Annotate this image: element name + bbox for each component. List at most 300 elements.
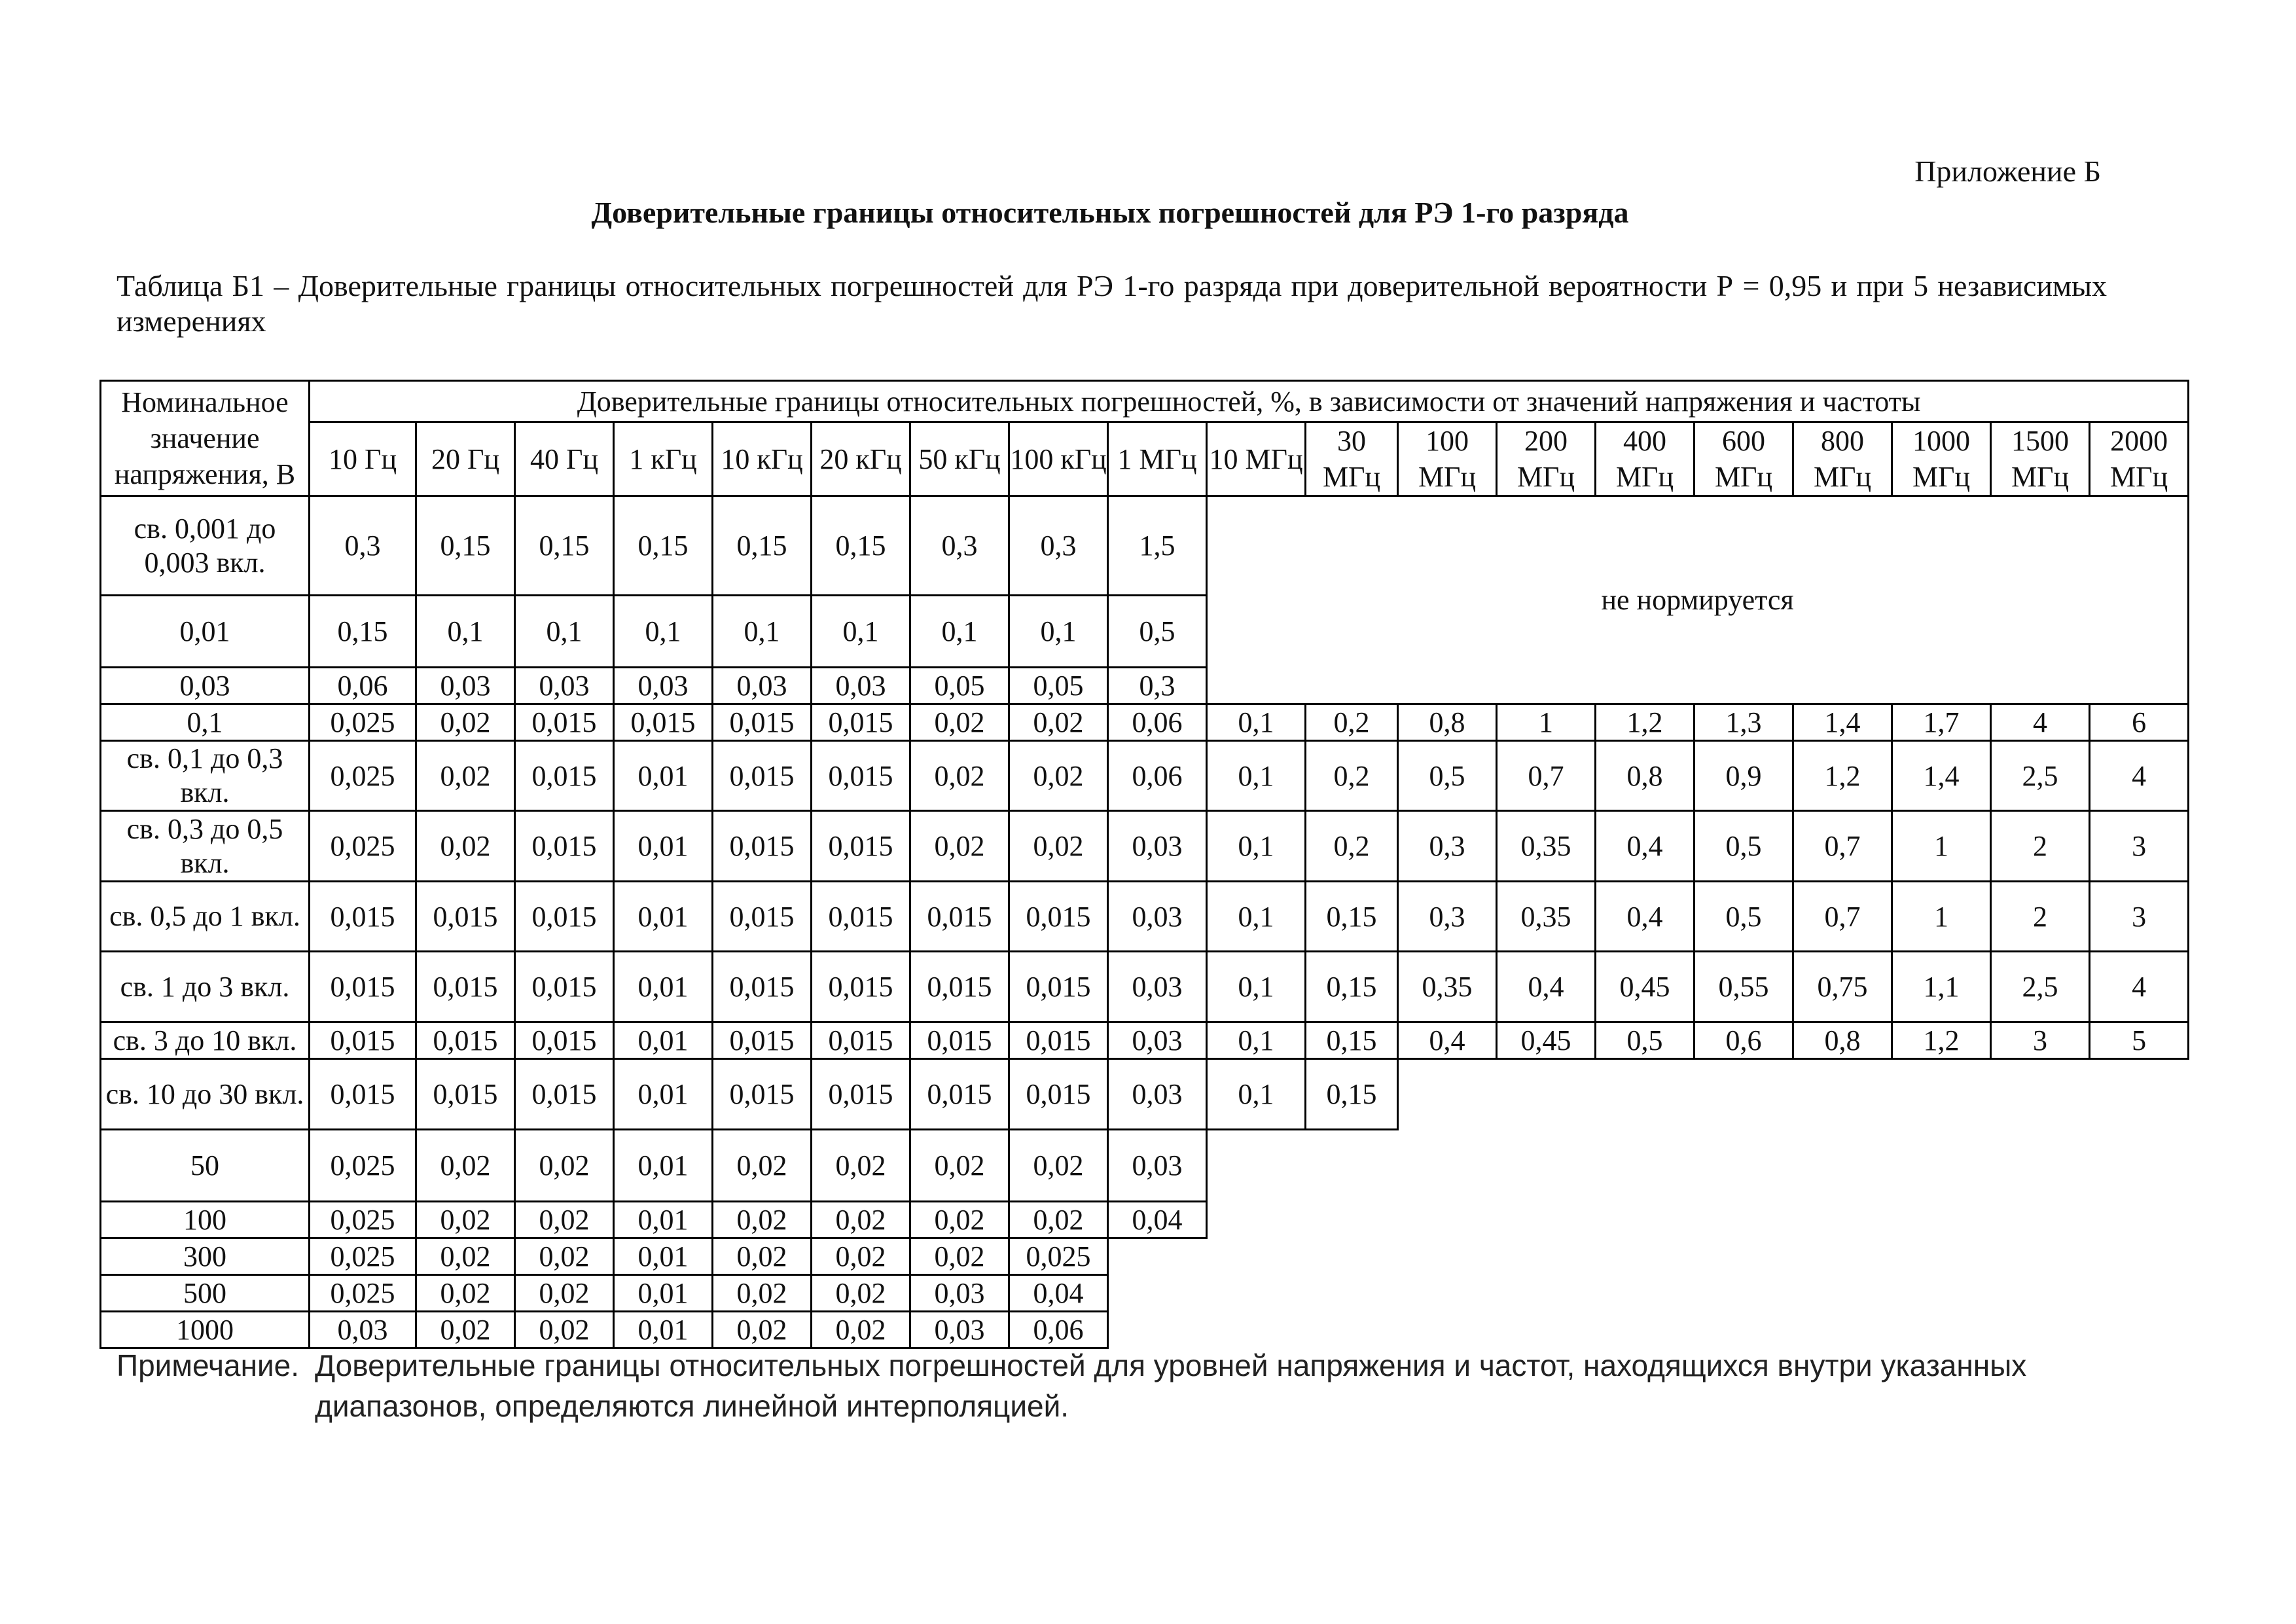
value-cell: 0,7 (1793, 882, 1892, 952)
value-cell: 0,03 (310, 1312, 416, 1348)
value-cell: 0,015 (812, 952, 910, 1022)
value-cell: 0,35 (1497, 882, 1596, 952)
value-cell: 0,015 (812, 811, 910, 882)
document-title: Доверительные границы относительных погрешностей для РЭ 1-го разряда (591, 196, 1629, 229)
frequency-header: 10 МГц (1207, 422, 1306, 496)
table-row (101, 496, 2189, 596)
value-cell: 0,02 (713, 1275, 812, 1312)
value-cell: 0,1 (1207, 1059, 1306, 1130)
value-cell: 2,5 (1991, 952, 2090, 1022)
group-header-cell: Доверительные границы относительных погрешностей, %, в зависимости от значений напряжения и частоты (310, 381, 2189, 422)
value-cell: 0,01 (614, 811, 713, 882)
value-cell: 0,1 (812, 596, 910, 668)
table-row (101, 1022, 2189, 1059)
empty-cell (1398, 1275, 1497, 1312)
empty-cell (1892, 1275, 1991, 1312)
value-cell: 0,05 (1009, 668, 1108, 704)
value-cell: 0,06 (310, 668, 416, 704)
empty-cell (1207, 1130, 1306, 1202)
value-cell: 0,02 (416, 1238, 515, 1275)
table-row (101, 1312, 2189, 1348)
empty-cell (1892, 1238, 1991, 1275)
value-cell: 0,5 (1398, 741, 1497, 811)
value-cell: 0,04 (1108, 1202, 1207, 1238)
value-cell: 0,06 (1009, 1312, 1108, 1348)
value-cell: 0,02 (1009, 1202, 1108, 1238)
value-cell: 1,4 (1892, 741, 1991, 811)
value-cell: 0,015 (910, 1059, 1009, 1130)
value-cell: 0,015 (713, 882, 812, 952)
empty-cell (1596, 1312, 1695, 1348)
empty-cell (1991, 1275, 2090, 1312)
value-cell: 0,015 (713, 952, 812, 1022)
empty-cell (1497, 1312, 1596, 1348)
empty-cell (1892, 1312, 1991, 1348)
value-cell: 5 (2090, 1022, 2189, 1059)
value-cell: 0,7 (1793, 811, 1892, 882)
value-cell: 0,04 (1009, 1275, 1108, 1312)
value-cell: 0,025 (310, 1202, 416, 1238)
empty-cell (1306, 1275, 1398, 1312)
value-cell: 0,5 (1108, 596, 1207, 668)
frequency-header: 2000 МГц (2090, 422, 2189, 496)
empty-cell (1398, 1312, 1497, 1348)
frequency-header: 20 Гц (416, 422, 515, 496)
empty-cell (2090, 1130, 2189, 1202)
empty-cell (1398, 1130, 1497, 1202)
value-cell: 0,015 (416, 1022, 515, 1059)
value-cell: 0,01 (614, 1312, 713, 1348)
empty-cell (1207, 1202, 1306, 1238)
value-cell: 0,02 (416, 704, 515, 741)
value-cell: 1 (1892, 882, 1991, 952)
value-cell: 0,9 (1695, 741, 1793, 811)
empty-cell (1793, 1059, 1892, 1130)
value-cell: 0,015 (515, 811, 614, 882)
value-cell: 0,15 (1306, 1059, 1398, 1130)
value-cell: 0,025 (310, 1275, 416, 1312)
value-cell: 0,1 (1207, 704, 1306, 741)
value-cell: 0,02 (416, 1275, 515, 1312)
value-cell: 0,03 (1108, 811, 1207, 882)
value-cell: 0,015 (515, 1022, 614, 1059)
value-cell: 0,025 (310, 704, 416, 741)
value-cell: 0,02 (416, 811, 515, 882)
frequency-header: 30 МГц (1306, 422, 1398, 496)
value-cell: 0,02 (910, 1202, 1009, 1238)
value-cell: 0,01 (614, 1022, 713, 1059)
value-cell: 0,2 (1306, 704, 1398, 741)
value-cell: 0,015 (910, 1022, 1009, 1059)
value-cell: 0,02 (515, 1275, 614, 1312)
frequency-header: 400 МГц (1596, 422, 1695, 496)
table-row (101, 1202, 2189, 1238)
value-cell: 0,01 (614, 882, 713, 952)
empty-cell (1793, 1312, 1892, 1348)
voltage-cell: 0,03 (101, 668, 310, 704)
empty-cell (1695, 1238, 1793, 1275)
empty-cell (1207, 1312, 1306, 1348)
empty-cell (1207, 1275, 1306, 1312)
value-cell: 1,2 (1793, 741, 1892, 811)
value-cell: 0,015 (515, 741, 614, 811)
value-cell: 0,02 (910, 811, 1009, 882)
value-cell: 0,15 (713, 496, 812, 596)
value-cell: 0,45 (1497, 1022, 1596, 1059)
value-cell: 0,1 (614, 596, 713, 668)
value-cell: 0,55 (1695, 952, 1793, 1022)
voltage-cell: св. 0,001 до 0,003 вкл. (101, 496, 310, 596)
value-cell: 0,02 (416, 1312, 515, 1348)
value-cell: 0,15 (310, 596, 416, 668)
value-cell: 1,1 (1892, 952, 1991, 1022)
table-row (101, 1275, 2189, 1312)
value-cell: 1,3 (1695, 704, 1793, 741)
frequency-header: 100 кГц (1009, 422, 1108, 496)
empty-cell (1695, 1059, 1793, 1130)
voltage-cell: 50 (101, 1130, 310, 1202)
empty-cell (2090, 1275, 2189, 1312)
value-cell: 0,01 (614, 1275, 713, 1312)
value-cell: 0,015 (515, 1059, 614, 1130)
value-cell: 0,015 (614, 704, 713, 741)
value-cell: 0,3 (1108, 668, 1207, 704)
empty-cell (1398, 1238, 1497, 1275)
value-cell: 0,015 (1009, 882, 1108, 952)
value-cell: 0,8 (1398, 704, 1497, 741)
value-cell: 0,35 (1497, 811, 1596, 882)
value-cell: 3 (1991, 1022, 2090, 1059)
voltage-cell: 100 (101, 1202, 310, 1238)
value-cell: 0,1 (1207, 882, 1306, 952)
value-cell: 0,15 (1306, 1022, 1398, 1059)
value-cell: 0,4 (1497, 952, 1596, 1022)
value-cell: 0,1 (416, 596, 515, 668)
value-cell: 0,015 (812, 882, 910, 952)
empty-cell (1398, 1059, 1497, 1130)
empty-cell (1108, 1312, 1207, 1348)
value-cell: 0,05 (910, 668, 1009, 704)
value-cell: 0,5 (1695, 882, 1793, 952)
value-cell: 0,35 (1398, 952, 1497, 1022)
value-cell: 0,025 (310, 741, 416, 811)
value-cell: 0,03 (416, 668, 515, 704)
value-cell: 0,1 (1207, 1022, 1306, 1059)
value-cell: 0,03 (910, 1312, 1009, 1348)
value-cell: 0,03 (515, 668, 614, 704)
voltage-cell: 0,01 (101, 596, 310, 668)
voltage-cell: св. 3 до 10 вкл. (101, 1022, 310, 1059)
value-cell: 0,15 (1306, 952, 1398, 1022)
value-cell: 0,025 (1009, 1238, 1108, 1275)
empty-cell (1596, 1202, 1695, 1238)
value-cell: 0,015 (310, 952, 416, 1022)
value-cell: 0,015 (310, 882, 416, 952)
value-cell: 0,025 (310, 811, 416, 882)
value-cell: 0,015 (1009, 1022, 1108, 1059)
empty-cell (1892, 1130, 1991, 1202)
value-cell: 0,015 (310, 1059, 416, 1130)
voltage-cell: св. 0,1 до 0,3 вкл. (101, 741, 310, 811)
value-cell: 4 (1991, 704, 2090, 741)
frequency-header: 40 Гц (515, 422, 614, 496)
value-cell: 0,015 (416, 1059, 515, 1130)
value-cell: 0,015 (812, 704, 910, 741)
frequency-header: 1000 МГц (1892, 422, 1991, 496)
empty-cell (1306, 1312, 1398, 1348)
value-cell: 0,03 (1108, 882, 1207, 952)
value-cell: 0,3 (1398, 882, 1497, 952)
frequency-header: 200 МГц (1497, 422, 1596, 496)
value-cell: 0,03 (1108, 952, 1207, 1022)
value-cell: 3 (2090, 882, 2189, 952)
value-cell: 0,1 (1009, 596, 1108, 668)
value-cell: 1,5 (1108, 496, 1207, 596)
empty-cell (1108, 1238, 1207, 1275)
frequency-header: 50 кГц (910, 422, 1009, 496)
value-cell: 0,02 (812, 1238, 910, 1275)
empty-cell (1596, 1238, 1695, 1275)
value-cell: 0,1 (910, 596, 1009, 668)
value-cell: 0,015 (1009, 952, 1108, 1022)
value-cell: 0,01 (614, 952, 713, 1022)
value-cell: 0,03 (1108, 1130, 1207, 1202)
value-cell: 0,015 (910, 952, 1009, 1022)
value-cell: 0,02 (713, 1238, 812, 1275)
empty-cell (1695, 1130, 1793, 1202)
value-cell: 0,015 (416, 882, 515, 952)
value-cell: 0,75 (1793, 952, 1892, 1022)
empty-cell (1991, 1202, 2090, 1238)
row-header-cell: Номинальное значение напряжения, В (101, 381, 310, 496)
value-cell: 0,02 (1009, 741, 1108, 811)
empty-cell (1306, 1202, 1398, 1238)
empty-cell (1695, 1202, 1793, 1238)
voltage-cell: 0,1 (101, 704, 310, 741)
value-cell: 0,02 (1009, 1130, 1108, 1202)
not-normalized-cell: не нормируется (1207, 496, 2189, 704)
empty-cell (1596, 1130, 1695, 1202)
table-row (101, 741, 2189, 811)
appendix-label: Приложение Б (1914, 154, 2101, 188)
value-cell: 0,02 (910, 1238, 1009, 1275)
value-cell: 0,02 (812, 1275, 910, 1312)
note-label: Примечание. (117, 1348, 300, 1382)
value-cell: 0,15 (416, 496, 515, 596)
voltage-cell: 500 (101, 1275, 310, 1312)
empty-cell (1695, 1275, 1793, 1312)
value-cell: 0,015 (812, 741, 910, 811)
value-cell: 0,3 (1398, 811, 1497, 882)
value-cell: 6 (2090, 704, 2189, 741)
empty-cell (1793, 1238, 1892, 1275)
empty-cell (1497, 1238, 1596, 1275)
value-cell: 0,015 (515, 952, 614, 1022)
empty-cell (1306, 1238, 1398, 1275)
value-cell: 1 (1892, 811, 1991, 882)
value-cell: 0,2 (1306, 811, 1398, 882)
empty-cell (1991, 1238, 2090, 1275)
value-cell: 0,015 (713, 1022, 812, 1059)
value-cell: 0,01 (614, 1130, 713, 1202)
value-cell: 0,5 (1695, 811, 1793, 882)
value-cell: 0,01 (614, 741, 713, 811)
value-cell: 0,06 (1108, 741, 1207, 811)
value-cell: 3 (2090, 811, 2189, 882)
value-cell: 0,1 (1207, 952, 1306, 1022)
value-cell: 0,015 (910, 882, 1009, 952)
empty-cell (1398, 1202, 1497, 1238)
value-cell: 0,015 (713, 704, 812, 741)
value-cell: 0,02 (515, 1312, 614, 1348)
value-cell: 0,6 (1695, 1022, 1793, 1059)
empty-cell (2090, 1059, 2189, 1130)
table-row (101, 1238, 2189, 1275)
value-cell: 0,02 (910, 1130, 1009, 1202)
empty-cell (1793, 1202, 1892, 1238)
value-cell: 0,015 (1009, 1059, 1108, 1130)
value-cell: 0,3 (310, 496, 416, 596)
value-cell: 0,06 (1108, 704, 1207, 741)
frequency-header: 600 МГц (1695, 422, 1793, 496)
value-cell: 0,02 (416, 1202, 515, 1238)
value-cell: 0,02 (713, 1202, 812, 1238)
value-cell: 0,025 (310, 1238, 416, 1275)
value-cell: 0,03 (910, 1275, 1009, 1312)
empty-cell (1991, 1312, 2090, 1348)
empty-cell (1695, 1312, 1793, 1348)
value-cell: 0,01 (614, 1202, 713, 1238)
voltage-cell: св. 10 до 30 вкл. (101, 1059, 310, 1130)
note-line-2: диапазонов, определяются линейной интерполяцией. (315, 1389, 1069, 1423)
value-cell: 0,02 (515, 1238, 614, 1275)
table-row (101, 952, 2189, 1022)
empty-cell (2090, 1312, 2189, 1348)
value-cell: 0,02 (1009, 811, 1108, 882)
value-cell: 1,4 (1793, 704, 1892, 741)
value-cell: 0,3 (910, 496, 1009, 596)
empty-cell (1793, 1275, 1892, 1312)
empty-cell (1306, 1130, 1398, 1202)
value-cell: 0,45 (1596, 952, 1695, 1022)
value-cell: 0,015 (416, 952, 515, 1022)
value-cell: 0,02 (713, 1130, 812, 1202)
value-cell: 0,03 (812, 668, 910, 704)
value-cell: 0,1 (713, 596, 812, 668)
empty-cell (1596, 1059, 1695, 1130)
empty-cell (1793, 1130, 1892, 1202)
value-cell: 0,02 (812, 1130, 910, 1202)
value-cell: 0,02 (416, 1130, 515, 1202)
header-row (101, 381, 2189, 422)
value-cell: 0,02 (812, 1312, 910, 1348)
empty-cell (1207, 1238, 1306, 1275)
table-row (101, 811, 2189, 882)
frequency-header: 100 МГц (1398, 422, 1497, 496)
value-cell: 0,015 (713, 1059, 812, 1130)
value-cell: 0,8 (1596, 741, 1695, 811)
empty-cell (1497, 1130, 1596, 1202)
voltage-cell: св. 1 до 3 вкл. (101, 952, 310, 1022)
value-cell: 2,5 (1991, 741, 2090, 811)
value-cell: 2 (1991, 811, 2090, 882)
frequency-header: 10 Гц (310, 422, 416, 496)
frequency-header: 20 кГц (812, 422, 910, 496)
value-cell: 4 (2090, 741, 2189, 811)
value-cell: 0,02 (515, 1130, 614, 1202)
voltage-cell: 300 (101, 1238, 310, 1275)
value-cell: 1,2 (1596, 704, 1695, 741)
value-cell: 0,015 (812, 1059, 910, 1130)
voltage-cell: св. 0,3 до 0,5 вкл. (101, 811, 310, 882)
frequency-header: 800 МГц (1793, 422, 1892, 496)
value-cell: 0,015 (713, 741, 812, 811)
empty-cell (1497, 1202, 1596, 1238)
value-cell: 0,15 (614, 496, 713, 596)
value-cell: 0,4 (1596, 811, 1695, 882)
value-cell: 0,7 (1497, 741, 1596, 811)
table-caption: Таблица Б1 – Доверительные границы относительных погрешностей для РЭ 1-го разряда при доверительной вероятности Р = 0,95 и при 5 независимых измерениях (117, 269, 2107, 338)
empty-cell (1497, 1059, 1596, 1130)
value-cell: 0,3 (1009, 496, 1108, 596)
value-cell: 0,02 (1009, 704, 1108, 741)
table-row (101, 704, 2189, 741)
value-cell: 0,02 (416, 741, 515, 811)
value-cell: 0,15 (515, 496, 614, 596)
voltage-cell: св. 0,5 до 1 вкл. (101, 882, 310, 952)
empty-cell (1596, 1275, 1695, 1312)
value-cell: 0,4 (1398, 1022, 1497, 1059)
value-cell: 0,03 (614, 668, 713, 704)
empty-cell (2090, 1238, 2189, 1275)
value-cell: 0,015 (713, 811, 812, 882)
empty-cell (1108, 1275, 1207, 1312)
table-row (101, 1059, 2189, 1130)
value-cell: 0,02 (910, 704, 1009, 741)
value-cell: 0,8 (1793, 1022, 1892, 1059)
value-cell: 0,4 (1596, 882, 1695, 952)
table-row (101, 1130, 2189, 1202)
value-cell: 0,2 (1306, 741, 1398, 811)
value-cell: 0,01 (614, 1059, 713, 1130)
value-cell: 0,015 (515, 882, 614, 952)
value-cell: 1,2 (1892, 1022, 1991, 1059)
empty-cell (1892, 1059, 1991, 1130)
empty-cell (1497, 1275, 1596, 1312)
voltage-cell: 1000 (101, 1312, 310, 1348)
value-cell: 0,02 (515, 1202, 614, 1238)
value-cell: 0,02 (713, 1312, 812, 1348)
frequency-header: 10 кГц (713, 422, 812, 496)
frequency-header: 1 МГц (1108, 422, 1207, 496)
table-row (101, 882, 2189, 952)
value-cell: 0,01 (614, 1238, 713, 1275)
note (117, 1345, 2026, 1426)
empty-cell (1892, 1202, 1991, 1238)
value-cell: 4 (2090, 952, 2189, 1022)
frequency-header: 1 кГц (614, 422, 713, 496)
frequency-row (101, 422, 2189, 496)
value-cell: 0,5 (1596, 1022, 1695, 1059)
value-cell: 0,1 (1207, 741, 1306, 811)
value-cell: 0,03 (1108, 1059, 1207, 1130)
value-cell: 1 (1497, 704, 1596, 741)
frequency-header: 1500 МГц (1991, 422, 2090, 496)
error-limits-table (99, 380, 2189, 1349)
value-cell: 2 (1991, 882, 2090, 952)
value-cell: 0,15 (812, 496, 910, 596)
value-cell: 0,1 (1207, 811, 1306, 882)
